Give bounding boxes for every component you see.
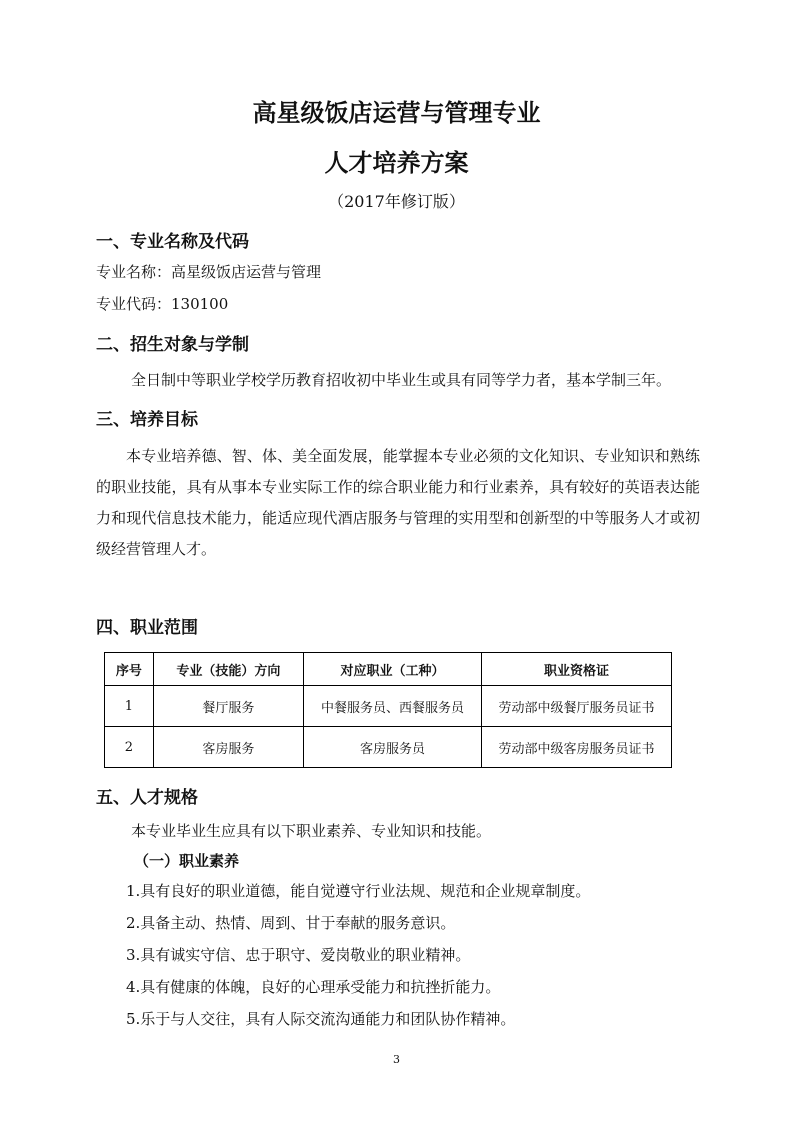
table-cell: 客房服务员: [304, 727, 482, 768]
list-item: 4.具有健康的体魄，良好的心理承受能力和抗挫折能力。: [126, 978, 501, 996]
list-item: 1.具有良好的职业道德，能自觉遵守行业法规、规范和企业规章制度。: [126, 882, 591, 900]
page-number: 3: [393, 1053, 400, 1066]
subsection-heading: （一）职业素养: [134, 852, 240, 870]
table-cell: 劳动部中级餐厅服务员证书: [482, 686, 672, 727]
section1-heading: 一、专业名称及代码: [96, 232, 249, 252]
list-item: 3.具有诚实守信、忠于职守、爱岗敬业的职业精神。: [126, 946, 471, 964]
table-cell: 客房服务: [153, 727, 303, 768]
enrollment-text: 全日制中等职业学校学历教育招收初中毕业生或具有同等学力者，基本学制三年。: [131, 371, 672, 389]
table-header-cell: 专业（技能）方向: [153, 653, 303, 686]
table-header-row: [105, 653, 672, 686]
doc-subtitle: （2017年修订版）: [328, 192, 465, 211]
section5-heading: 五、人才规格: [96, 788, 198, 808]
career-table: [104, 652, 672, 768]
table-cell: 劳动部中级客房服务员证书: [482, 727, 672, 768]
doc-title-line1: 高星级饭店运营与管理专业: [252, 98, 541, 127]
table-header-cell: 职业资格证: [482, 653, 672, 686]
table-row: [105, 686, 672, 727]
specs-intro: 本专业毕业生应具有以下职业素养、专业知识和技能。: [131, 822, 492, 840]
table-cell: 1: [105, 686, 154, 727]
list-item: 2.具备主动、热情、周到、甘于奉献的服务意识。: [126, 914, 456, 932]
doc-title-line2: 人才培养方案: [324, 148, 469, 177]
table-header-cell: 序号: [105, 653, 154, 686]
list-item: 5.乐于与人交往，具有人际交流沟通能力和团队协作精神。: [126, 1010, 516, 1028]
table-header-cell: 对应职业（工种）: [304, 653, 482, 686]
table-row: [105, 727, 672, 768]
table-cell: 2: [105, 727, 154, 768]
training-goal-text: 本专业培养德、智、体、美全面发展，能掌握本专业必须的文化知识、专业知识和熟练的职业技能，具有从事本专业实际工作的综合职业能力和行业素养，具有较好的英语表达能力和现代信息技术能力，能适应现代酒店服务与管理的实用型和创新型的中等服务人才或初级经营管理人才。: [96, 447, 700, 558]
major-code-line: 专业代码：130100: [96, 295, 229, 313]
table-cell: 中餐服务员、西餐服务员: [304, 686, 482, 727]
section2-heading: 二、招生对象与学制: [96, 335, 249, 355]
section4-heading: 四、职业范围: [96, 618, 198, 638]
major-name-line: 专业名称：高星级饭店运营与管理: [96, 263, 322, 281]
table-cell: 餐厅服务: [153, 686, 303, 727]
section3-heading: 三、培养目标: [96, 410, 198, 430]
